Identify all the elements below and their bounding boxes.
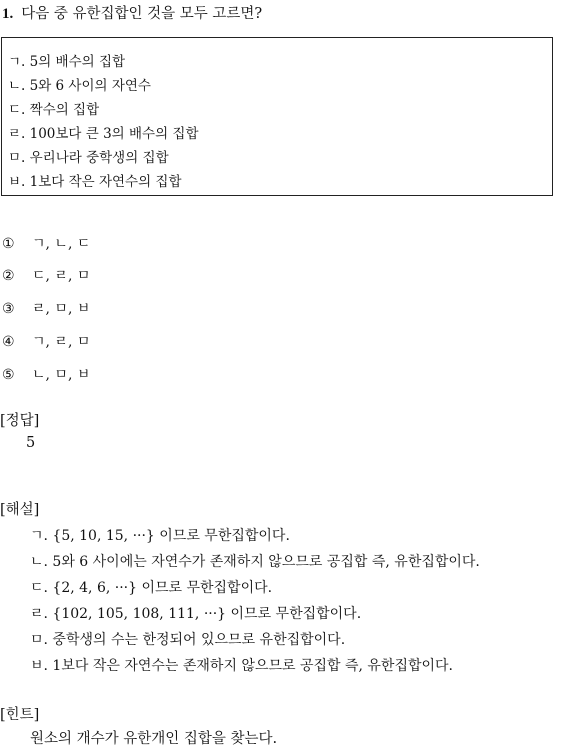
choice-text: ㄱ, ㄴ, ㄷ <box>32 236 91 252</box>
explanation-line: ㄹ. {102, 105, 108, 111, ···} 이므로 무한집합이다. <box>30 606 362 622</box>
choice-text: ㄴ, ㅁ, ㅂ <box>32 367 91 383</box>
hint-text: 원소의 개수가 유한개인 집합을 찾는다. <box>30 731 278 747</box>
explanation-line: ㄷ. {2, 4, 6, ···} 이므로 무한집합이다. <box>30 580 273 596</box>
box-item: ㄷ. 짝수의 집합 <box>8 102 100 118</box>
box-item: ㄴ. 5와 6 사이의 자연수 <box>8 78 151 94</box>
box-item: ㄹ. 100보다 큰 3의 배수의 집합 <box>8 126 199 142</box>
choice-mark: ④ <box>2 334 15 350</box>
box-item: ㅂ. 1보다 작은 자연수의 집합 <box>8 174 182 190</box>
answer-value: 5 <box>26 435 36 451</box>
choice-2[interactable] <box>2 265 90 285</box>
choice-mark: ② <box>2 268 15 284</box>
choice-mark: ③ <box>2 301 15 317</box>
choice-text: ㄷ, ㄹ, ㅁ <box>32 268 91 284</box>
choice-mark: ① <box>2 236 15 252</box>
condition-box <box>1 37 553 196</box>
explanation-line: ㅁ. 중학생의 수는 한정되어 있으므로 유한집합이다. <box>30 632 346 648</box>
question-number: 1. <box>2 6 14 22</box>
choice-1[interactable] <box>2 233 90 253</box>
explanation-line: ㄴ. 5와 6 사이에는 자연수가 존재하지 않으므로 공집합 즉, 유한집합이다. <box>30 554 480 570</box>
answer-label: [정답] <box>0 413 40 429</box>
box-item: ㄱ. 5의 배수의 집합 <box>8 54 126 70</box>
question-text: 다음 중 유한집합인 것을 모두 고르면? <box>21 6 263 22</box>
choice-5[interactable] <box>2 364 90 384</box>
choice-text: ㄱ, ㄹ, ㅁ <box>32 334 91 350</box>
question <box>2 2 262 23</box>
explanation-line: ㄱ. {5, 10, 15, ···} 이므로 무한집합이다. <box>30 528 290 544</box>
choice-3[interactable] <box>2 298 90 318</box>
hint-label: [힌트] <box>0 707 40 723</box>
explanation-label: [해설] <box>0 502 40 518</box>
explanation-line: ㅂ. 1보다 작은 자연수는 존재하지 않으므로 공집합 즉, 유한집합이다. <box>30 658 454 674</box>
choice-4[interactable] <box>2 331 90 351</box>
choice-text: ㄹ, ㅁ, ㅂ <box>32 301 91 317</box>
choice-mark: ⑤ <box>2 367 15 383</box>
box-item: ㅁ. 우리나라 중학생의 집합 <box>8 150 169 166</box>
